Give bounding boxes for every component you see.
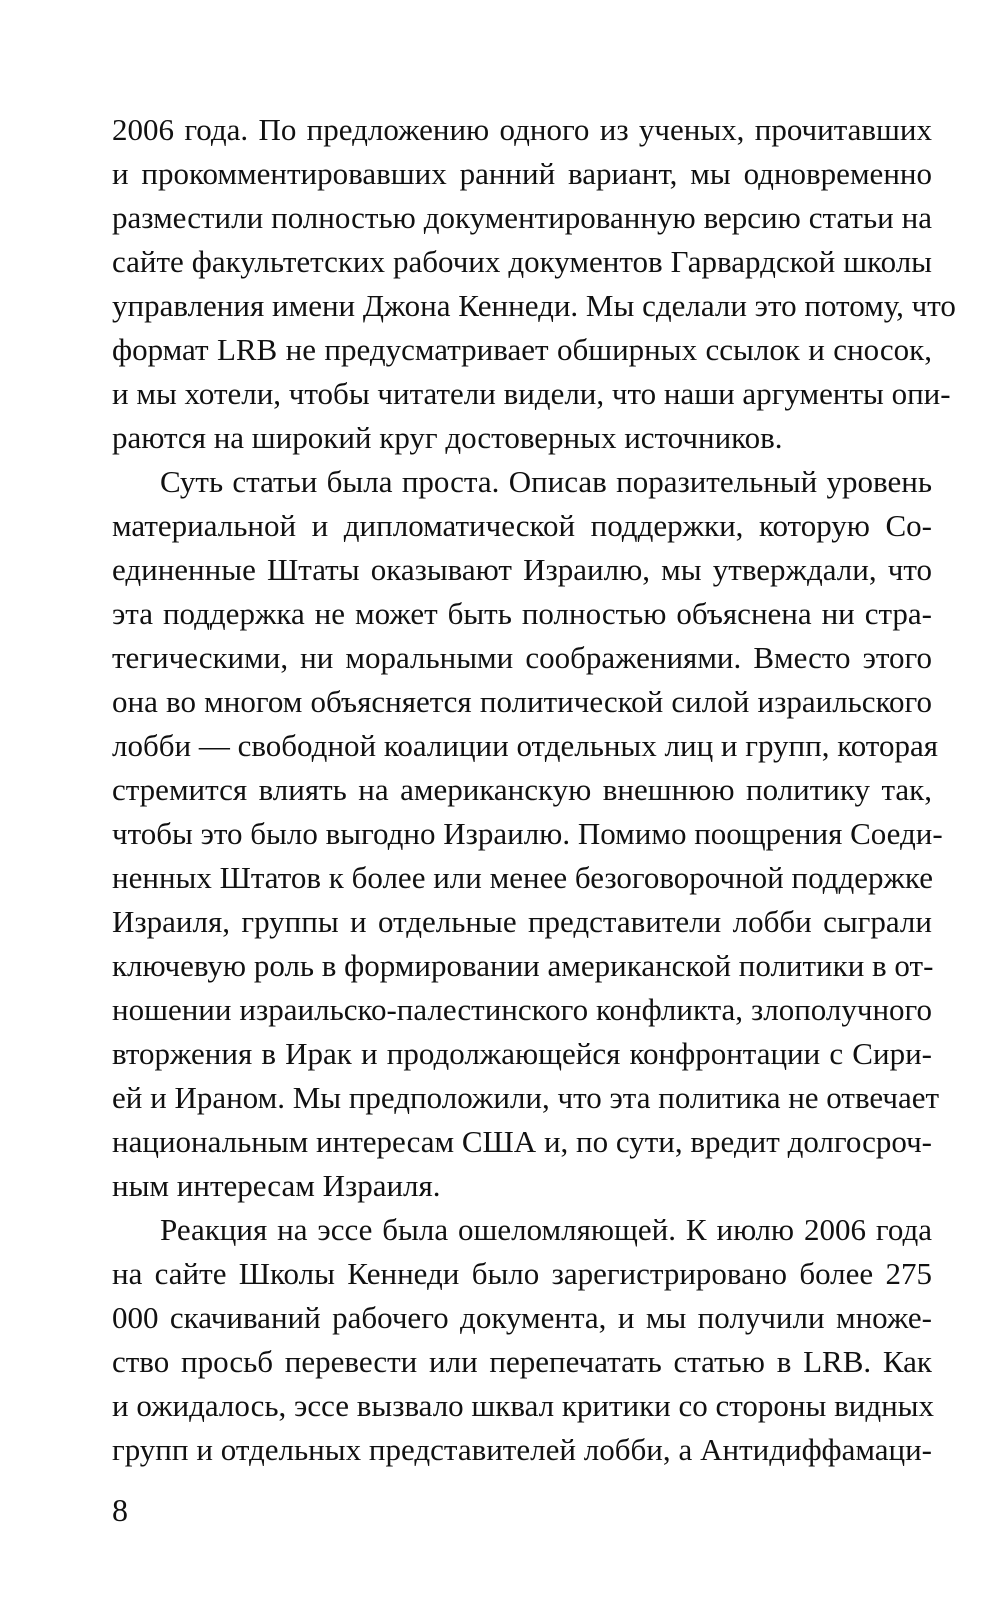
text-line: ненных Штатов к более или менее безоговорочной поддержке (112, 860, 933, 895)
text-line: 2006 года. По предложению одного из ученых, прочитавших (112, 112, 932, 147)
text-line: разместили полностью документированную версию статьи на (112, 200, 932, 235)
text-line: и мы хотели, чтобы читатели видели, что наши аргументы опи- (112, 376, 951, 411)
text-line: и ожидалось, эссе вызвало шквал критики со стороны видных (112, 1388, 935, 1423)
text-line: ей и Ираном. Мы предположили, что эта политика не отвечает (112, 1080, 940, 1115)
text-line: на сайте Школы Кеннеди было зарегистрировано более 275 (112, 1256, 932, 1291)
text-line: 000 скачиваний рабочего документа, и мы получили множе- (112, 1300, 932, 1335)
text-line: ключевую роль в формировании американской политики в от- (112, 948, 934, 983)
text-line: национальным интересам США и, по сути, вредит долгосроч- (112, 1124, 932, 1159)
text-line: ство просьб перевести или перепечатать статью в LRB. Как (112, 1344, 932, 1379)
text-line: Израиля, группы и отдельные представители лобби сыграли (112, 904, 932, 939)
text-line: чтобы это было выгодно Израилю. Помимо поощрения Соеди- (112, 816, 943, 851)
text-line: Реакция на эссе была ошеломляющей. К июлю 2006 года (160, 1212, 932, 1247)
text-line: вторжения в Ирак и продолжающейся конфронтации с Сири- (112, 1036, 932, 1071)
text-line: тегическими, ни моральными соображениями. Вместо этого (112, 640, 932, 675)
text-line: и прокомментировавших ранний вариант, мы одновременно (112, 156, 932, 191)
text-line: групп и отдельных представителей лобби, а Антидиффамаци- (112, 1432, 932, 1467)
text-line: ным интересам Израиля. (112, 1168, 441, 1203)
text-line: формат LRB не предусматривает обширных ссылок и сносок, (112, 332, 932, 367)
text-line: материальной и дипломатической поддержки, которую Со- (112, 508, 932, 543)
text-line: эта поддержка не может быть полностью объяснена ни стра- (112, 596, 932, 631)
text-line: сайте факультетских рабочих документов Гарвардской школы (112, 244, 932, 279)
text-line: ношении израильско-палестинского конфликта, злополучного (112, 992, 932, 1027)
text-line: единенные Штаты оказывают Израилю, мы утверждали, что (112, 552, 932, 587)
text-line: управления имени Джона Кеннеди. Мы сделали это потому, что (112, 288, 956, 323)
text-line: раются на широкий круг достоверных источников. (112, 420, 783, 455)
text-line: Суть статьи была проста. Описав поразительный уровень (160, 464, 932, 499)
text-line: она во многом объясняется политической силой израильского (112, 684, 932, 719)
text-line: стремится влиять на американскую внешнюю политику так, (112, 772, 932, 807)
text-line: лобби — свободной коалиции отдельных лиц и групп, которая (112, 728, 938, 763)
page-number: 8 (112, 1492, 128, 1528)
